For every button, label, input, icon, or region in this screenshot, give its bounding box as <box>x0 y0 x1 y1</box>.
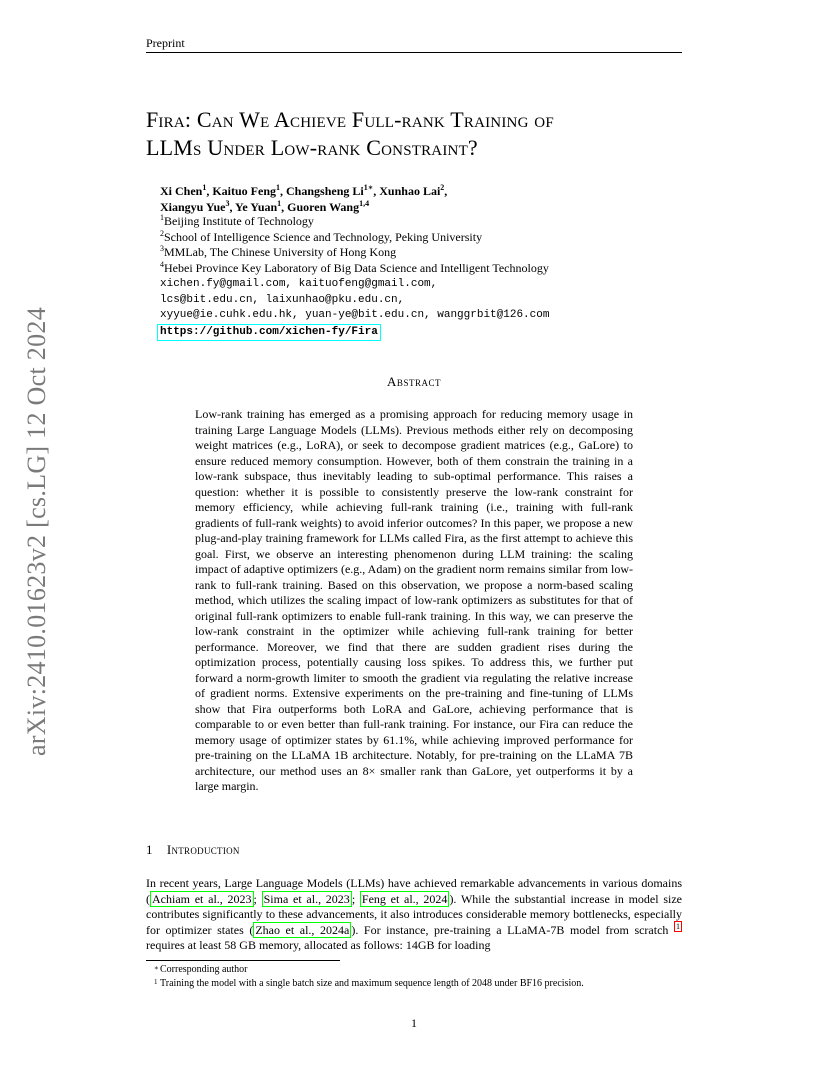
intro-text: In recent years, Large Language Models (LLMs) have achieved remarkable advancements in various domains ( <box>146 876 682 906</box>
paper-title <box>146 106 706 162</box>
footnote-text: Training the model with a single batch size and maximum sequence length of 2048 under BF16 precision. <box>160 978 584 989</box>
affiliation-sup: 1 <box>160 213 164 222</box>
affiliation-text: Hebei Province Key Laboratory of Big Data Science and Intelligent Technology <box>164 260 549 275</box>
author-name: Xiangyu Yue <box>160 200 226 214</box>
intro-text: ). While the substantial increase in model size contributes significantly to these advancements, it also introduces considerable memory bottlenecks, especially for optimizer states ( <box>146 891 682 937</box>
affiliation-sup: 4 <box>160 259 164 269</box>
citation-link[interactable]: Sima et al., 2023 <box>263 891 350 906</box>
email-block <box>160 277 680 341</box>
affiliation <box>160 214 680 230</box>
author-name: Xunhao Lai <box>379 184 441 198</box>
footnote-mark: ∗ <box>154 964 159 972</box>
affiliation <box>160 245 680 261</box>
author-sup: 1,4 <box>359 199 370 208</box>
affiliation-text: MMLab, The Chinese University of Hong Kong <box>164 245 397 259</box>
citation-link[interactable]: Achiam et al., 2023 <box>152 891 252 906</box>
affiliation-sup: 3 <box>160 244 164 253</box>
email-line[interactable]: lcs@bit.edu.cn, laixunhao@pku.edu.cn, <box>160 293 405 306</box>
affiliation-list <box>160 214 680 276</box>
abstract-text: Low-rank training has emerged as a promising approach for reducing memory usage in training Large Language Models (LLMs). Previous methods either rely on decomposing weight matrices (e.g., LoRA), or seek to decompose gradient matrices (e.g., GaLore) to ensure reduced memory consumption. However, both of them constrain the training in a low-rank subspace, thus inevitably leading to sub-optimal performance. This raises a question: whether it is possible to consistently preserve the low-rank constraint for memory efficiency, while achieving full-rank training (i.e., training with full-rank gradients of full-rank weights) to avoid inferior outcomes? In this paper, we propose a new plug-and-play training framework for LLMs called Fira, as the first attempt to achieve this goal. First, we observe an interesting phenomenon during LLM training: the scaling impact of adaptive optimizers (e.g., Adam) on the gradient norm remains similar from low-rank to full-rank training. Based on this observation, we propose a norm-based scaling method, which utilizes the scaling impact of low-rank optimizers as substitutes for that of original full-rank optimizers to enable full-rank training. In this way, we can preserve the low-rank constraint in the optimizer while achieving full-rank training for better performance. Moreover, we find that there are sudden gradient rises during the optimization process, potentially causing loss spikes. To address this, we further put forward a norm-growth limiter to smooth the gradient via regulating the relative increase of gradient norms. Extensive experiments on the pre-training and fine-tuning of LLMs show that Fira outperforms both LoRA and GaLore, achieving performance that is comparable to or even better than full-rank training. For instance, our Fira can reduce the memory usage of optimizer states by 61.1%, while achieving improved performance for pre-training on the LLaMA 1B architecture. Notably, for pre-training on the LLaMA 7B architecture, our method uses an 8× smaller rank than GaLore, yet outperforms it by a large margin. <box>195 407 633 793</box>
affiliation <box>160 261 680 277</box>
page-number: 1 <box>411 1016 417 1030</box>
footnote-mark: 1 <box>154 978 158 986</box>
intro-text: ; <box>253 891 262 906</box>
author-sup: 2 <box>440 183 445 192</box>
intro-paragraph <box>146 876 682 954</box>
author-list: Xi Chen$^1$, Kaituo Feng$^1$, Changsheng $Li^{1∗}$, Xunhao Lai$^2$, Xiangyu Yue$^3$, Ye Yuan$^1$, Guoren Wang$^{1,4}$ <box>160 183 448 214</box>
affiliation-text: School of Intelligence Science and Technology, Peking University <box>164 229 483 244</box>
author-sup: 3 <box>225 199 230 208</box>
intro-text: ). For instance, pre-training a LLaMA-7B model from scratch <box>351 922 674 937</box>
footnote-ref[interactable]: 1 <box>675 921 680 931</box>
title-line-1: Fira: Can We Achieve Full-rank Training of <box>146 107 554 132</box>
author-name: Ye Yuan <box>235 200 278 214</box>
footnote-text: Corresponding author <box>160 964 248 975</box>
footnote-rule <box>146 960 340 961</box>
section-heading <box>146 842 240 858</box>
author-sup: 1 <box>202 183 207 192</box>
header-rule <box>146 52 682 53</box>
affiliation <box>160 230 680 246</box>
section-number: 1 <box>146 842 153 857</box>
email-line[interactable]: xichen.fy@gmail.com, kaituofeng@gmail.com, <box>160 278 438 290</box>
intro-text: ; <box>351 891 360 906</box>
citation-link[interactable]: Zhao et al., 2024a <box>255 922 350 937</box>
email-line[interactable]: xyyue@ie.cuhk.edu.hk, yuan-ye@bit.edu.cn, wanggrbit@126.com <box>160 309 550 321</box>
affiliation-text: Beijing Institute of Technology <box>164 214 314 228</box>
abstract-heading: Abstract <box>387 374 441 389</box>
author-name: Changsheng Li <box>286 184 364 198</box>
arxiv-identifier: arXiv:2410.01623v2 [cs.LG] 12 Oct 2024 <box>22 307 51 756</box>
running-header: Preprint <box>146 36 185 50</box>
footnote <box>154 977 690 990</box>
citation-link[interactable]: Feng et al., 2024 <box>361 891 448 906</box>
author-name: Xi Chen <box>160 184 203 198</box>
author-sup: 1∗ <box>363 183 374 192</box>
affiliation-sup: 2 <box>160 228 164 238</box>
author-name: Guoren Wang <box>287 200 360 214</box>
intro-text: requires at least 58 GB memory, allocated as follows: 14GB for loading <box>146 938 491 952</box>
section-title: Introduction <box>166 842 240 857</box>
author-sup: 1 <box>276 183 281 192</box>
footnote <box>154 963 248 976</box>
author-sup: 1 <box>277 199 282 208</box>
repo-link[interactable]: https://github.com/xichen-fy/Fira <box>157 324 381 342</box>
title-line-2: LLMs Under Low-rank Constraint? <box>146 135 478 160</box>
author-name: Kaituo Feng <box>212 184 277 198</box>
